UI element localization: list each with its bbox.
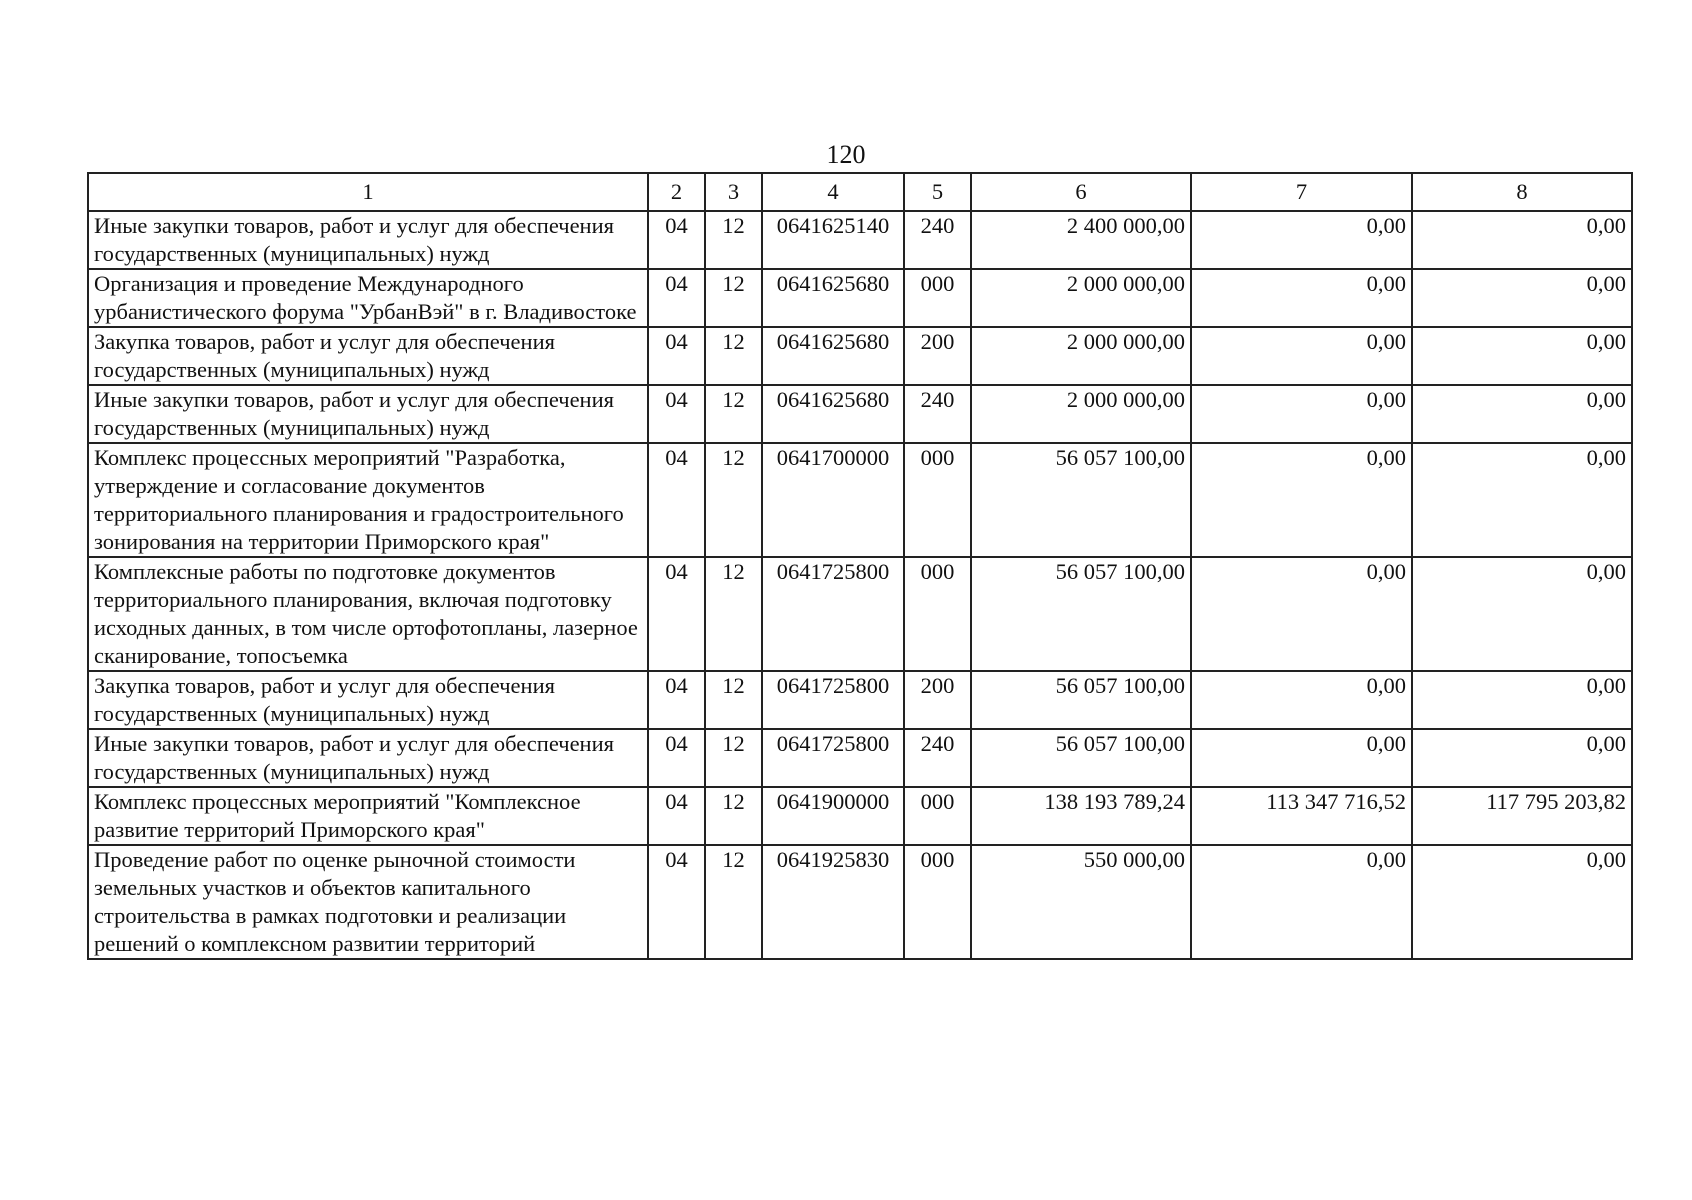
header-cell-1: 1 — [88, 173, 648, 211]
target-article-code: 0641700000 — [762, 443, 904, 557]
item-name: Закупка товаров, работ и услуг для обеспечения государственных (муниципальных) нужд — [88, 671, 648, 729]
amount-col8: 0,00 — [1412, 211, 1632, 269]
amount-col7: 0,00 — [1191, 385, 1412, 443]
header-cell-4: 4 — [762, 173, 904, 211]
item-name: Иные закупки товаров, работ и услуг для обеспечения государственных (муниципальных) нужд — [88, 211, 648, 269]
header-cell-8: 8 — [1412, 173, 1632, 211]
amount-col6: 56 057 100,00 — [971, 671, 1191, 729]
target-article-code: 0641725800 — [762, 671, 904, 729]
section-code: 04 — [648, 671, 705, 729]
target-article-code: 0641625680 — [762, 327, 904, 385]
header-row — [88, 173, 1632, 211]
item-name: Комплекс процессных мероприятий "Комплексное развитие территорий Приморского края" — [88, 787, 648, 845]
header-cell-5: 5 — [904, 173, 971, 211]
item-name: Комплексные работы по подготовке документов территориального планирования, включая подготовку исходных данных, в том числе ортофотопланы, лазерное сканирование, топосъемка — [88, 557, 648, 671]
expense-type-code: 000 — [904, 845, 971, 959]
amount-col7: 0,00 — [1191, 443, 1412, 557]
header-cell-6: 6 — [971, 173, 1191, 211]
target-article-code: 0641900000 — [762, 787, 904, 845]
expense-type-code: 240 — [904, 729, 971, 787]
amount-col6: 2 000 000,00 — [971, 385, 1191, 443]
expense-type-code: 000 — [904, 269, 971, 327]
amount-col7: 0,00 — [1191, 269, 1412, 327]
expense-type-code: 200 — [904, 327, 971, 385]
amount-col8: 0,00 — [1412, 845, 1632, 959]
target-article-code: 0641625680 — [762, 269, 904, 327]
target-article-code: 0641725800 — [762, 557, 904, 671]
table-row — [88, 557, 1632, 671]
header-cell-2: 2 — [648, 173, 705, 211]
expense-type-code: 200 — [904, 671, 971, 729]
section-code: 04 — [648, 327, 705, 385]
amount-col8: 0,00 — [1412, 443, 1632, 557]
subsection-code: 12 — [705, 557, 762, 671]
subsection-code: 12 — [705, 787, 762, 845]
table-row — [88, 269, 1632, 327]
amount-col7: 0,00 — [1191, 327, 1412, 385]
amount-col8: 0,00 — [1412, 557, 1632, 671]
section-code: 04 — [648, 443, 705, 557]
amount-col6: 550 000,00 — [971, 845, 1191, 959]
section-code: 04 — [648, 787, 705, 845]
expense-type-code: 000 — [904, 787, 971, 845]
target-article-code: 0641725800 — [762, 729, 904, 787]
expense-type-code: 000 — [904, 557, 971, 671]
amount-col8: 117 795 203,82 — [1412, 787, 1632, 845]
amount-col6: 138 193 789,24 — [971, 787, 1191, 845]
header-cell-7: 7 — [1191, 173, 1412, 211]
table-row — [88, 385, 1632, 443]
section-code: 04 — [648, 729, 705, 787]
amount-col6: 56 057 100,00 — [971, 557, 1191, 671]
table-row — [88, 327, 1632, 385]
table-row — [88, 671, 1632, 729]
amount-col7: 0,00 — [1191, 671, 1412, 729]
section-code: 04 — [648, 385, 705, 443]
section-code: 04 — [648, 269, 705, 327]
amount-col6: 56 057 100,00 — [971, 729, 1191, 787]
expense-type-code: 000 — [904, 443, 971, 557]
section-code: 04 — [648, 211, 705, 269]
item-name: Иные закупки товаров, работ и услуг для обеспечения государственных (муниципальных) нужд — [88, 385, 648, 443]
item-name: Иные закупки товаров, работ и услуг для обеспечения государственных (муниципальных) нужд — [88, 729, 648, 787]
table-row — [88, 845, 1632, 959]
expense-type-code: 240 — [904, 385, 971, 443]
amount-col7: 113 347 716,52 — [1191, 787, 1412, 845]
item-name: Закупка товаров, работ и услуг для обеспечения государственных (муниципальных) нужд — [88, 327, 648, 385]
amount-col8: 0,00 — [1412, 729, 1632, 787]
section-code: 04 — [648, 557, 705, 671]
subsection-code: 12 — [705, 327, 762, 385]
target-article-code: 0641625140 — [762, 211, 904, 269]
amount-col7: 0,00 — [1191, 557, 1412, 671]
amount-col8: 0,00 — [1412, 385, 1632, 443]
table-row — [88, 211, 1632, 269]
amount-col8: 0,00 — [1412, 269, 1632, 327]
amount-col6: 2 000 000,00 — [971, 327, 1191, 385]
item-name: Проведение работ по оценке рыночной стоимости земельных участков и объектов капитального строительства в рамках подготовки и реализации решений о комплексном развитии территорий — [88, 845, 648, 959]
page-number: 120 — [826, 140, 866, 169]
item-name: Организация и проведение Международного урбанистического форума "УрбанВэй" в г. Владивостоке — [88, 269, 648, 327]
target-article-code: 0641925830 — [762, 845, 904, 959]
budget-table — [87, 172, 1633, 960]
subsection-code: 12 — [705, 269, 762, 327]
table-row — [88, 443, 1632, 557]
subsection-code: 12 — [705, 845, 762, 959]
amount-col7: 0,00 — [1191, 845, 1412, 959]
amount-col6: 2 000 000,00 — [971, 269, 1191, 327]
amount-col6: 2 400 000,00 — [971, 211, 1191, 269]
subsection-code: 12 — [705, 729, 762, 787]
amount-col6: 56 057 100,00 — [971, 443, 1191, 557]
item-name: Комплекс процессных мероприятий "Разработка, утверждение и согласование документов территориального планирования и градостроительного зонирования на территории Приморского края" — [88, 443, 648, 557]
subsection-code: 12 — [705, 211, 762, 269]
table-row — [88, 787, 1632, 845]
amount-col8: 0,00 — [1412, 327, 1632, 385]
target-article-code: 0641625680 — [762, 385, 904, 443]
amount-col8: 0,00 — [1412, 671, 1632, 729]
section-code: 04 — [648, 845, 705, 959]
subsection-code: 12 — [705, 671, 762, 729]
amount-col7: 0,00 — [1191, 211, 1412, 269]
expense-type-code: 240 — [904, 211, 971, 269]
subsection-code: 12 — [705, 443, 762, 557]
subsection-code: 12 — [705, 385, 762, 443]
table-row — [88, 729, 1632, 787]
amount-col7: 0,00 — [1191, 729, 1412, 787]
header-cell-3: 3 — [705, 173, 762, 211]
